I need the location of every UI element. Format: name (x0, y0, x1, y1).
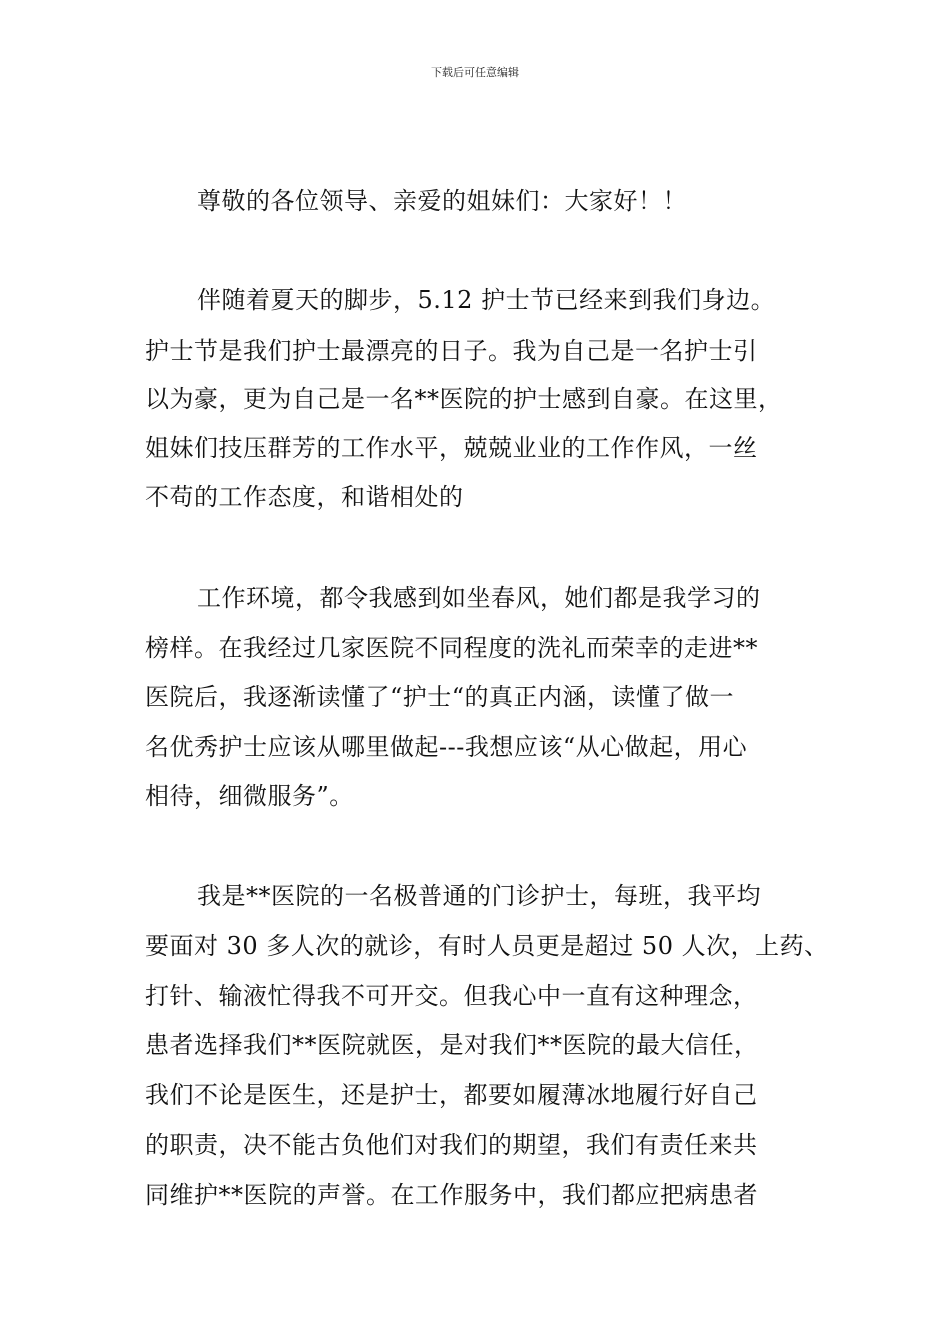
paragraph-line: 伴随着夏天的脚步，5.12 护士节已经来到我们身边。 (197, 286, 776, 314)
paragraph-line: 医院后，我逐渐读懂了“护士“的真正内涵，读懂了做一 (145, 683, 735, 711)
paragraph-line: 不苟的工作态度，和谐相处的 (145, 483, 464, 511)
paragraph-line: 榜样。在我经过几家医院不同程度的洗礼而荣幸的走进** (145, 634, 758, 662)
paragraph-line: 的职责，决不能古负他们对我们的期望，我们有责任来共 (145, 1131, 758, 1159)
paragraph-line: 打针、输液忙得我不可开交。但我心中一直有这种理念， (145, 982, 758, 1010)
paragraph-line: 护士节是我们护士最漂亮的日子。我为自己是一名护士引 (145, 337, 758, 365)
paragraph-line: 我是**医院的一名极普通的门诊护士，每班，我平均 (197, 882, 761, 910)
paragraph-line: 姐妹们技压群芳的工作水平，兢兢业业的工作作风，一丝 (145, 434, 758, 462)
paragraph-line: 我们不论是医生，还是护士，都要如履薄冰地履行好自己 (145, 1081, 758, 1109)
paragraph-line: 要面对 30 多人次的就诊，有时人员更是超过 50 人次，上药、 (145, 932, 829, 960)
paragraph-line: 工作环境，都令我感到如坐春风，她们都是我学习的 (197, 584, 761, 612)
greeting-line: 尊敬的各位领导、亲爱的姐妹们：大家好！！ (197, 187, 687, 215)
paragraph-line: 以为豪，更为自己是一名**医院的护士感到自豪。在这里， (145, 385, 783, 413)
paragraph-line: 同维护**医院的声誉。在工作服务中，我们都应把病患者 (145, 1181, 758, 1209)
paragraph-line: 名优秀护士应该从哪里做起---我想应该“从心做起，用心 (145, 733, 748, 761)
page-header-note: 下载后可任意编辑 (431, 66, 519, 79)
paragraph-line: 患者选择我们**医院就医，是对我们**医院的最大信任， (145, 1031, 759, 1059)
paragraph-line: 相待，细微服务”。 (145, 782, 354, 810)
